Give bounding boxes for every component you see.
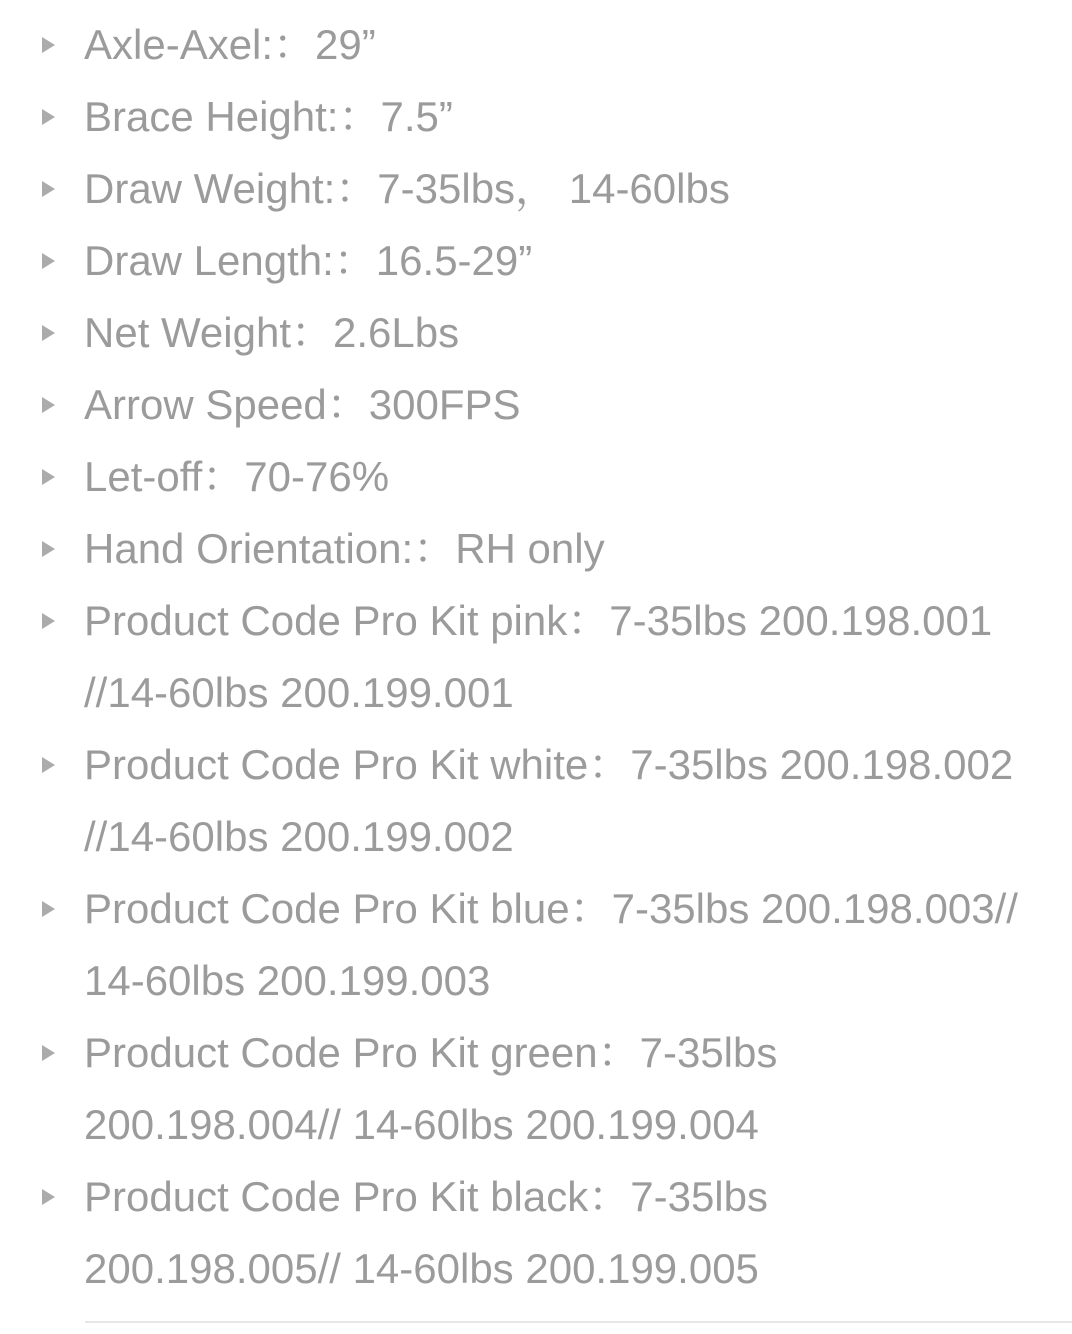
section-divider xyxy=(85,1321,1072,1323)
triangle-bullet-icon xyxy=(42,325,55,341)
spec-item-10 xyxy=(0,873,1072,1017)
triangle-bullet-icon xyxy=(42,397,55,413)
spec-item-4 xyxy=(0,297,1072,369)
spec-line: Axle-Axel:：29” xyxy=(84,21,376,68)
triangle-bullet-icon xyxy=(42,253,55,269)
spec-item-11 xyxy=(0,1017,1072,1161)
triangle-bullet-icon xyxy=(42,469,55,485)
spec-line: Product Code Pro Kit blue：7-35lbs 200.198.003// xyxy=(84,885,1018,932)
triangle-bullet-icon xyxy=(42,1045,55,1061)
spec-item-1 xyxy=(0,81,1072,153)
spec-line: Draw Length:：16.5-29” xyxy=(84,237,533,284)
spec-item-9 xyxy=(0,729,1072,873)
spec-line: Draw Weight:：7-35lbs， 14-60lbs xyxy=(84,165,730,212)
spec-item-0 xyxy=(0,9,1072,81)
triangle-bullet-icon xyxy=(42,109,55,125)
spec-item-8 xyxy=(0,585,1072,729)
spec-item-12 xyxy=(0,1161,1072,1305)
spec-line-wrap: //14-60lbs 200.199.002 xyxy=(84,813,514,860)
spec-item-3 xyxy=(0,225,1072,297)
triangle-bullet-icon xyxy=(42,541,55,557)
spec-item-5 xyxy=(0,369,1072,441)
triangle-bullet-icon xyxy=(42,757,55,773)
spec-line-wrap: 200.198.004// 14-60lbs 200.199.004 xyxy=(84,1101,759,1148)
spec-line: Brace Height:：7.5” xyxy=(84,93,453,140)
spec-line-wrap: 14-60lbs 200.199.003 xyxy=(84,957,491,1004)
triangle-bullet-icon xyxy=(42,1189,55,1205)
spec-line: Product Code Pro Kit green：7-35lbs xyxy=(84,1029,778,1076)
spec-line: Hand Orientation:：RH only xyxy=(84,525,605,572)
spec-line: Product Code Pro Kit black：7-35lbs xyxy=(84,1173,768,1220)
triangle-bullet-icon xyxy=(42,901,55,917)
spec-line: Product Code Pro Kit white：7-35lbs 200.198.002 xyxy=(84,741,1014,788)
spec-line-wrap: 200.198.005// 14-60lbs 200.199.005 xyxy=(84,1245,759,1292)
spec-item-2 xyxy=(0,153,1072,225)
spec-item-6 xyxy=(0,441,1072,513)
triangle-bullet-icon xyxy=(42,613,55,629)
triangle-bullet-icon xyxy=(42,181,55,197)
spec-line: Arrow Speed：300FPS xyxy=(84,381,521,428)
spec-line: Product Code Pro Kit pink：7-35lbs 200.198.001 xyxy=(84,597,993,644)
spec-item-7 xyxy=(0,513,1072,585)
triangle-bullet-icon xyxy=(42,37,55,53)
spec-line-wrap: //14-60lbs 200.199.001 xyxy=(84,669,514,716)
spec-line: Let-off：70-76% xyxy=(84,453,390,500)
spec-line: Net Weight：2.6Lbs xyxy=(84,309,460,356)
